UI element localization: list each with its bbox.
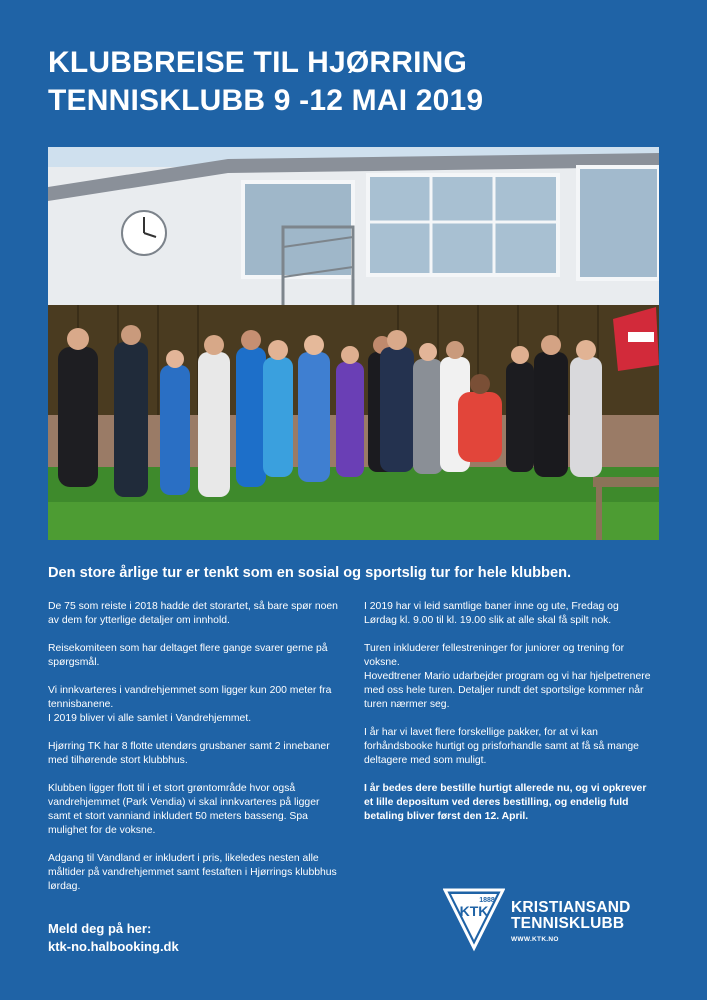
signup-block bbox=[48, 920, 179, 956]
signup-link[interactable]: ktk-no.halbooking.dk bbox=[48, 939, 179, 954]
club-logo bbox=[443, 886, 663, 956]
paragraph: De 75 som reiste i 2018 hadde det storartet, så bare spør noen av dem for ytterlige detaljer om innhold. bbox=[48, 601, 338, 626]
club-name-line-2: TENNISKLUBB bbox=[511, 915, 625, 932]
club-name bbox=[511, 900, 631, 932]
paragraph: I år har vi lavet flere forskellige pakker, for at vi kan forhåndsbooke hurtigt og prisforhandle samt at få så mange deltagere med som muligt. bbox=[364, 727, 639, 766]
paragraph: I 2019 har vi leid samtlige baner inne og ute, Fredag og Lørdag kl. 9.00 til kl. 19.00 slik at alle skal få spilt nok. bbox=[364, 601, 619, 626]
page-title bbox=[48, 44, 668, 120]
logo-year: 1888 bbox=[479, 897, 495, 904]
paragraph: Turen inkluderer fellestreninger for juniorer og trening for voksne. Hovedtrener Mario udarbejder program og vi har hjelpetrenere med oss hele turen. Detaljer rundt det sportslige kommer når turen nærmer seg. bbox=[364, 643, 651, 710]
paragraph: Adgang til Vandland er inkludert i pris, likeledes nesten alle måltider på vandrehjemmet samt festaften i Hjørrings klubbhus lørdag. bbox=[48, 853, 337, 892]
group-photo bbox=[48, 147, 659, 540]
paragraph: Vi innkvarteres i vandrehjemmet som ligger kun 200 meter fra tennisbanene. I 2019 bliver vi alle samlet i Vandrehjemmet. bbox=[48, 685, 332, 724]
booking-notice: I år bedes dere bestille hurtigt allerede nu, og vi opkrever et lille depositum ved deres bestilling, og endelig fuld betaling bliver først den 12. April. bbox=[364, 783, 647, 822]
title-line-2: TENNISKLUBB 9 -12 MAI 2019 bbox=[48, 84, 484, 117]
paragraph: Hjørring TK har 8 flotte utendørs grusbaner samt 2 innebaner med tilhørende stort klubbhus. bbox=[48, 741, 330, 766]
right-column bbox=[364, 600, 654, 838]
tagline: Den store årlige tur er tenkt som en sosial og sportslig tur for hele klubben. bbox=[48, 565, 572, 581]
paragraph: Klubben ligger flott til i et stort grøntområde hvor også vandrehjemmet (Park Vendia) vi skal innkvarteres på ligger samt et stort vanniand inkludert 50 meters basseng. Spa mulighet for de voksne. bbox=[48, 783, 320, 836]
club-name-line-1: KRISTIANSAND bbox=[511, 899, 631, 916]
signup-label: Meld deg på her: bbox=[48, 921, 152, 936]
logo-monogram: KTK bbox=[459, 903, 489, 919]
paragraph: Reisekomiteen som har deltaget flere gange svarer gerne på spørgsmål. bbox=[48, 643, 328, 668]
title-line-1: KLUBBREISE TIL HJØRRING bbox=[48, 46, 468, 79]
ktk-emblem-icon bbox=[443, 886, 505, 952]
club-website[interactable]: WWW.KTK.NO bbox=[511, 936, 559, 943]
left-column bbox=[48, 600, 338, 908]
